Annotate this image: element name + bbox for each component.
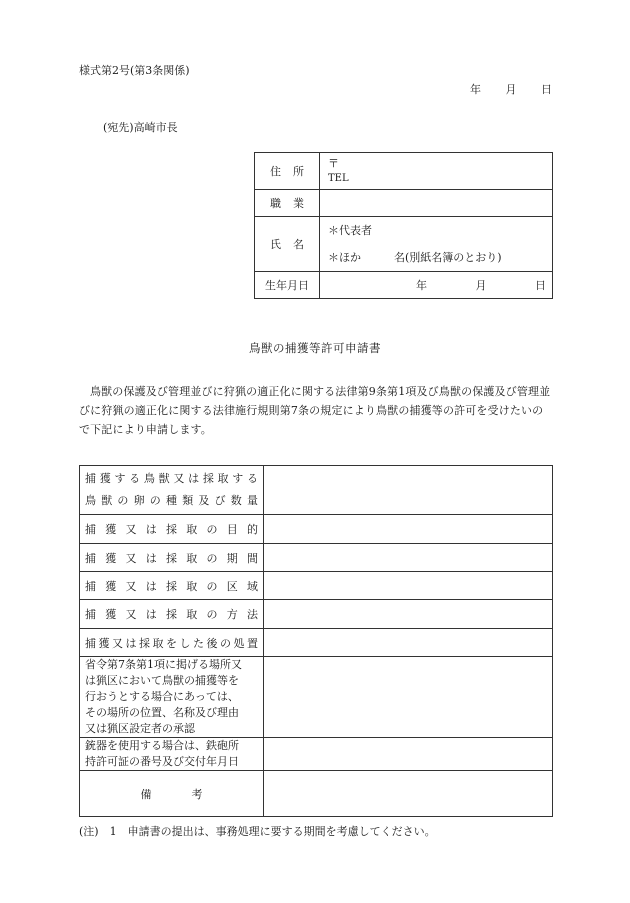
form-number: 様式第2号(第3条関係) (79, 64, 190, 77)
date-year: 年 (470, 83, 481, 96)
representative-label: ＊代表者 (328, 224, 372, 237)
document-title: 鳥獣の捕獲等許可申請書 (249, 341, 381, 355)
birthdate-row (255, 272, 553, 299)
remarks-label: 備 考 (80, 771, 264, 817)
date-day: 日 (541, 83, 552, 96)
disposal-row (80, 629, 553, 657)
footnote: (注) 1 申請書の提出は、事務処理に要する期間を考慮してください。 (79, 825, 436, 838)
method-field[interactable] (264, 600, 553, 629)
address-label: 住 所 (255, 153, 320, 190)
hunting-area-label: 省令第7条第1項に掲げる場所又 は猟区において鳥獣の捕獲等を 行おうとする場合にあっては、 その場所の位置、名称及び理由 又は猟区設定者の承認 (80, 657, 264, 738)
name-field[interactable] (320, 217, 553, 272)
firearm-label: 銃器を使用する場合は、鉄砲所 持許可証の番号及び交付年月日 (80, 738, 264, 771)
purpose-field[interactable] (264, 515, 553, 544)
remarks-row (80, 771, 553, 817)
area-label: 捕獲又は採取の区域 (80, 572, 264, 600)
disposal-label: 捕獲又は採取をした後の処置 (80, 629, 264, 657)
tel-label: TEL (328, 173, 349, 184)
hunting-area-field[interactable] (264, 657, 553, 738)
birthdate-field[interactable] (320, 272, 553, 299)
species-label: 捕獲する鳥獣又は採取する 鳥獣の卵の種類及び数量 (80, 466, 264, 515)
area-field[interactable] (264, 572, 553, 600)
body-text: 鳥獣の保護及び管理並びに狩猟の適正化に関する法律第9条第1項及び鳥獣の保護及び管理並びに狩猟の適正化に関する法律施行規則第7条の規定により鳥獣の捕獲等の許可を受けたいので下記により申請します。 (79, 385, 551, 436)
method-row (80, 600, 553, 629)
birthdate-label: 生年月日 (255, 272, 320, 299)
date-month: 月 (505, 83, 517, 96)
birth-month: 月 (475, 279, 487, 292)
addressee: (宛先)高崎市長 (103, 121, 178, 134)
application-details-table (79, 465, 553, 817)
address-row (255, 153, 553, 190)
disposal-field[interactable] (264, 629, 553, 657)
birth-day: 日 (535, 279, 546, 292)
period-row (80, 544, 553, 572)
name-row (255, 217, 553, 272)
purpose-row (80, 515, 553, 544)
postal-mark: 〒 (328, 157, 339, 170)
species-field[interactable] (264, 466, 553, 515)
applicant-table (254, 152, 553, 299)
period-field[interactable] (264, 544, 553, 572)
area-row (80, 572, 553, 600)
purpose-label: 捕獲又は採取の目的 (80, 515, 264, 544)
species-row (80, 466, 553, 515)
firearm-row (80, 738, 553, 771)
name-label: 氏 名 (255, 217, 320, 272)
period-label: 捕獲又は採取の期間 (80, 544, 264, 572)
birth-year: 年 (416, 279, 427, 292)
occupation-row (255, 190, 553, 217)
occupation-label: 職 業 (255, 190, 320, 217)
others-label: ＊ほか 名(別紙名簿のとおり) (328, 251, 502, 264)
hunting-area-row (80, 657, 553, 738)
remarks-field[interactable] (264, 771, 553, 817)
firearm-field[interactable] (264, 738, 553, 771)
application-date (470, 81, 552, 97)
occupation-field[interactable] (320, 190, 553, 217)
method-label: 捕獲又は採取の方法 (80, 600, 264, 629)
address-field[interactable] (320, 153, 553, 190)
